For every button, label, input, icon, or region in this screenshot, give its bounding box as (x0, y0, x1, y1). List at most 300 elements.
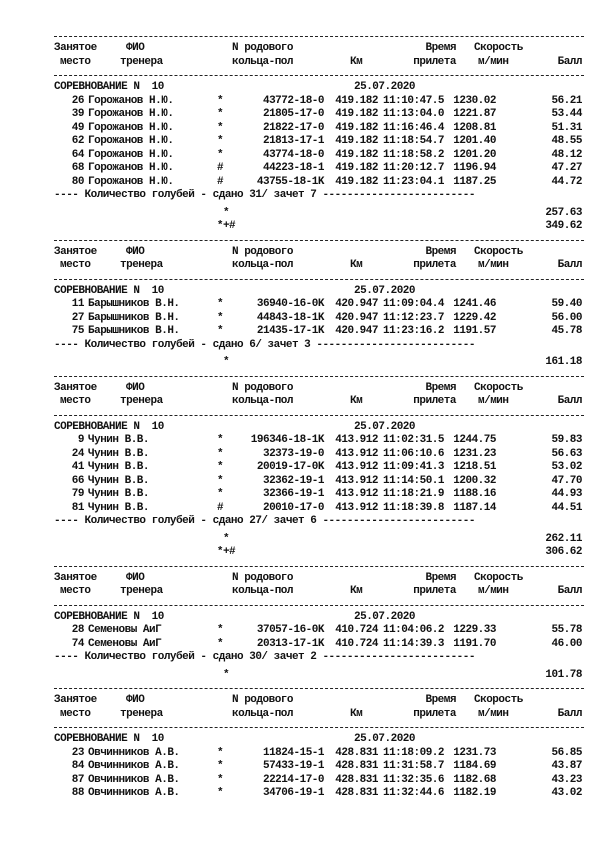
arrival-time-cell: 11:14:50.1 (382, 474, 444, 487)
score-cell: 46.00 (551, 637, 582, 650)
result-row (54, 434, 584, 448)
column-header: N родового (232, 381, 294, 394)
column-header: Занятое (54, 42, 97, 54)
trainer-name-cell: Чунин В.В. (88, 501, 150, 514)
score-cell: 43.23 (551, 773, 582, 786)
column-header: Время (425, 245, 456, 258)
arrival-time-cell: 11:14:39.3 (382, 637, 444, 650)
mark-cell: * (216, 298, 224, 310)
column-header: тренера (120, 707, 163, 720)
competition-date: 25.07.2020 (354, 610, 416, 623)
arrival-time-cell: 11:32:44.6 (382, 787, 444, 799)
trainer-name-cell: Овчинников А.В. (88, 787, 180, 799)
arrival-time-cell: 11:18:39.8 (382, 501, 444, 514)
place-cell: 66 (71, 474, 84, 487)
speed-cell: 1231.73 (453, 746, 496, 759)
column-header: N родового (232, 245, 294, 258)
trainer-name-cell: Барышников В.Н. (88, 298, 180, 310)
column-header: м/мин (478, 395, 509, 407)
speed-cell: 1187.14 (453, 501, 496, 514)
place-cell: 23 (71, 746, 84, 759)
column-header: Время (425, 381, 456, 394)
km-cell: 419.182 (335, 108, 378, 120)
place-cell: 24 (71, 447, 84, 460)
column-header-row-2 (54, 56, 584, 70)
count-row (54, 189, 584, 203)
competition-date: 25.07.2020 (354, 81, 416, 93)
arrival-time-cell: 11:32:35.6 (382, 773, 444, 786)
column-header: прилета (413, 55, 456, 68)
pigeon-count-text: ---- Количество голубей - сдано 27/ зачет 6 ------------------------- (54, 515, 475, 527)
score-cell: 59.83 (551, 434, 582, 446)
ring-cell: 11824-15-1 (262, 746, 324, 759)
result-row (54, 502, 584, 516)
arrival-time-cell: 11:31:58.7 (382, 760, 444, 772)
mark-cell: # (216, 175, 224, 188)
column-header-row-1 (54, 572, 584, 586)
trainer-name-cell: Горожанов Н.Ю. (88, 121, 174, 134)
mark-cell: * (216, 434, 224, 446)
arrival-time-cell: 11:04:06.2 (382, 624, 444, 636)
ring-cell: 32362-19-1 (262, 474, 324, 487)
column-header-row-1 (54, 694, 584, 708)
competition-title: СОРЕВНОВАНИЕ N 10 (54, 420, 164, 433)
column-header: прилета (413, 707, 456, 720)
speed-cell: 1184.69 (453, 760, 496, 772)
ring-cell: 21822-17-0 (262, 121, 324, 134)
speed-cell: 1208.81 (453, 121, 496, 134)
dashed-rule (54, 376, 584, 377)
column-header: м/мин (478, 259, 509, 271)
result-row (54, 624, 584, 638)
column-header: N родового (232, 42, 294, 54)
column-header: Км (350, 55, 363, 68)
km-cell: 420.947 (335, 298, 378, 310)
result-row (54, 95, 584, 109)
competition-row (54, 285, 584, 299)
ring-cell: 44843-18-1K (256, 311, 324, 324)
mark-cell: * (216, 773, 224, 786)
column-header: м/мин (478, 55, 509, 68)
ring-cell: 20010-17-0 (262, 501, 324, 514)
km-cell: 428.831 (335, 746, 378, 759)
count-row (54, 515, 584, 529)
trainer-name-cell: Чунин В.В. (88, 474, 150, 487)
arrival-time-cell: 11:12:23.7 (382, 311, 444, 324)
mark-cell: * (216, 488, 224, 500)
column-header-row-1 (54, 246, 584, 260)
trainer-name-cell: Горожанов Н.Ю. (88, 162, 174, 174)
pigeon-count-text: ---- Количество голубей - сдано 30/ зачет 2 ------------------------- (54, 651, 475, 663)
sum-value: 349.62 (545, 220, 582, 232)
speed-cell: 1182.68 (453, 773, 496, 786)
result-row (54, 787, 584, 801)
column-header: тренера (120, 395, 163, 407)
ring-cell: 34706-19-1 (262, 787, 324, 799)
ring-cell: 32366-19-1 (262, 488, 324, 500)
dashed-rule (54, 75, 584, 76)
column-header: Скорость (474, 694, 523, 706)
mark-cell: * (216, 325, 224, 337)
speed-cell: 1244.75 (453, 434, 496, 446)
arrival-time-cell: 11:18:54.7 (382, 135, 444, 147)
column-header: Скорость (474, 245, 523, 258)
result-row (54, 760, 584, 774)
place-cell: 79 (71, 488, 84, 500)
column-header: Км (350, 707, 363, 720)
mark-cell: # (216, 501, 224, 514)
dashed-rule (54, 415, 584, 416)
count-row (54, 651, 584, 665)
place-cell: 64 (71, 148, 84, 161)
speed-cell: 1230.02 (453, 94, 496, 107)
arrival-time-cell: 11:20:12.7 (382, 162, 444, 174)
ring-cell: 57433-19-1 (262, 760, 324, 772)
sum-value: 101.78 (545, 668, 582, 681)
competition-row (54, 421, 584, 435)
trainer-name-cell: Овчинников А.В. (88, 773, 180, 786)
place-cell: 88 (71, 787, 84, 799)
arrival-time-cell: 11:18:58.2 (382, 148, 444, 161)
ring-cell: 21805-17-0 (262, 108, 324, 120)
km-cell: 413.912 (335, 488, 378, 500)
competition-title: СОРЕВНОВАНИЕ N 10 (54, 610, 164, 623)
sum-value: 306.62 (545, 546, 582, 558)
trainer-name-cell: Чунин В.В. (88, 434, 150, 446)
result-row (54, 298, 584, 312)
column-header: Км (350, 395, 363, 407)
column-header: м/мин (478, 707, 509, 720)
place-cell: 80 (71, 175, 84, 188)
sum-value: 257.63 (545, 206, 582, 219)
arrival-time-cell: 11:10:47.5 (382, 94, 444, 107)
column-header: место (60, 585, 91, 597)
mark-cell: * (216, 94, 224, 107)
mark-cell: * (216, 760, 224, 772)
place-cell: 11 (71, 298, 84, 310)
trainer-name-cell: Чунин В.В. (88, 461, 150, 473)
place-cell: 62 (71, 135, 84, 147)
mark-cell: * (216, 624, 224, 636)
ring-cell: 37057-16-0K (256, 624, 324, 636)
column-header: тренера (120, 259, 163, 271)
score-cell: 44.72 (551, 175, 582, 188)
result-row (54, 747, 584, 761)
score-cell: 56.21 (551, 94, 582, 107)
score-cell: 44.93 (551, 488, 582, 500)
dashed-rule (54, 688, 584, 689)
score-cell: 56.63 (551, 447, 582, 460)
score-cell: 56.85 (551, 746, 582, 759)
speed-cell: 1191.70 (453, 637, 496, 650)
column-header: кольца-пол (232, 585, 294, 597)
competition-row (54, 733, 584, 747)
column-header: Занятое (54, 381, 97, 394)
dashed-rule (54, 279, 584, 280)
km-cell: 419.182 (335, 135, 378, 147)
column-header: Балл (557, 395, 582, 407)
score-cell: 48.12 (551, 148, 582, 161)
place-cell: 84 (71, 760, 84, 772)
trainer-name-cell: Чунин В.В. (88, 447, 150, 460)
arrival-time-cell: 11:18:09.2 (382, 746, 444, 759)
place-cell: 39 (71, 108, 84, 120)
column-header: место (60, 395, 91, 407)
score-cell: 55.78 (551, 624, 582, 636)
result-row (54, 448, 584, 462)
km-cell: 413.912 (335, 447, 378, 460)
trainer-name-cell: Барышников В.Н. (88, 311, 180, 324)
mark-cell: # (216, 162, 224, 174)
competition-title: СОРЕВНОВАНИЕ N 10 (54, 81, 164, 93)
speed-cell: 1229.33 (453, 624, 496, 636)
mark-cell: * (216, 148, 224, 161)
speed-cell: 1196.94 (453, 162, 496, 174)
speed-cell: 1229.42 (453, 311, 496, 324)
sum-row (54, 546, 584, 560)
mark-cell: * (216, 135, 224, 147)
sum-row (54, 356, 584, 370)
km-cell: 419.182 (335, 94, 378, 107)
trainer-name-cell: Овчинников А.В. (88, 760, 180, 772)
speed-cell: 1201.40 (453, 135, 496, 147)
column-header-row-2 (54, 708, 584, 722)
sum-value: 262.11 (545, 532, 582, 545)
column-header: Км (350, 585, 363, 597)
place-cell: 26 (71, 94, 84, 107)
column-header: кольца-пол (232, 55, 294, 68)
score-cell: 45.78 (551, 325, 582, 337)
column-header: прилета (413, 395, 456, 407)
column-header: Скорость (474, 571, 523, 584)
speed-cell: 1188.16 (453, 488, 496, 500)
column-header: Балл (557, 707, 582, 720)
column-header: прилета (413, 259, 456, 271)
place-cell: 81 (71, 501, 84, 514)
column-header: Балл (557, 55, 582, 68)
km-cell: 413.912 (335, 501, 378, 514)
ring-cell: 21435-17-1K (256, 325, 324, 337)
mark-cell: * (216, 447, 224, 460)
result-row (54, 325, 584, 339)
column-header-row-1 (54, 382, 584, 396)
ring-cell: 20313-17-1K (256, 637, 324, 650)
result-row (54, 488, 584, 502)
place-cell: 41 (71, 461, 84, 473)
count-row (54, 339, 584, 353)
km-cell: 419.182 (335, 121, 378, 134)
dashed-rule (54, 727, 584, 728)
speed-cell: 1200.32 (453, 474, 496, 487)
km-cell: 419.182 (335, 162, 378, 174)
competition-title: СОРЕВНОВАНИЕ N 10 (54, 733, 164, 745)
result-row (54, 312, 584, 326)
speed-cell: 1218.51 (453, 461, 496, 473)
competition-row (54, 611, 584, 625)
mark-cell: * (216, 637, 224, 650)
column-header: м/мин (478, 585, 509, 597)
score-cell: 53.02 (551, 461, 582, 473)
column-header: ФИО (126, 694, 145, 706)
arrival-time-cell: 11:16:46.4 (382, 121, 444, 134)
mark-cell: * (216, 787, 224, 799)
trainer-name-cell: Чунин В.В. (88, 488, 150, 500)
score-cell: 47.70 (551, 474, 582, 487)
column-header: Время (425, 42, 456, 54)
sum-row (54, 220, 584, 234)
trainer-name-cell: Барышников В.Н. (88, 325, 180, 337)
column-header-row-2 (54, 395, 584, 409)
place-cell: 49 (71, 121, 84, 134)
result-row (54, 122, 584, 136)
column-header-row-2 (54, 259, 584, 273)
column-header: прилета (413, 585, 456, 597)
score-cell: 48.55 (551, 135, 582, 147)
column-header: N родового (232, 694, 294, 706)
arrival-time-cell: 11:23:04.1 (382, 175, 444, 188)
ring-cell: 22214-17-0 (262, 773, 324, 786)
score-cell: 43.02 (551, 787, 582, 799)
result-row (54, 176, 584, 190)
speed-cell: 1187.25 (453, 175, 496, 188)
pigeon-count-text: ---- Количество голубей - сдано 31/ зачет 7 ------------------------- (54, 189, 475, 201)
arrival-time-cell: 11:09:41.3 (382, 461, 444, 473)
speed-cell: 1231.23 (453, 447, 496, 460)
sum-mark: * (222, 668, 230, 681)
km-cell: 419.182 (335, 175, 378, 188)
trainer-name-cell: Горожанов Н.Ю. (88, 108, 174, 120)
mark-cell: * (216, 311, 224, 324)
ring-cell: 43755-18-1K (256, 175, 324, 188)
column-header: тренера (120, 55, 163, 68)
column-header: кольца-пол (232, 395, 294, 407)
km-cell: 410.724 (335, 637, 378, 650)
competition-date: 25.07.2020 (354, 420, 416, 433)
arrival-time-cell: 11:09:04.4 (382, 298, 444, 310)
km-cell: 413.912 (335, 434, 378, 446)
dashed-rule (54, 566, 584, 567)
place-cell: 87 (71, 773, 84, 786)
mark-cell: * (216, 746, 224, 759)
column-header: Скорость (474, 42, 523, 54)
score-cell: 56.00 (551, 311, 582, 324)
competition-title: СОРЕВНОВАНИЕ N 10 (54, 284, 164, 297)
place-cell: 75 (71, 325, 84, 337)
place-cell: 27 (71, 311, 84, 324)
column-header: Занятое (54, 571, 97, 584)
ring-cell: 21813-17-1 (262, 135, 324, 147)
column-header: Время (425, 571, 456, 584)
dashed-rule (54, 240, 584, 241)
result-row (54, 162, 584, 176)
column-header: Балл (557, 259, 582, 271)
ring-cell: 43772-18-0 (262, 94, 324, 107)
trainer-name-cell: Семеновы АиГ (88, 637, 162, 650)
pigeon-count-text: ---- Количество голубей - сдано 6/ зачет 3 -------------------------- (54, 338, 475, 351)
column-header: Время (425, 694, 456, 706)
place-cell: 74 (71, 637, 84, 650)
column-header: Км (350, 259, 363, 271)
km-cell: 428.831 (335, 773, 378, 786)
result-row (54, 149, 584, 163)
trainer-name-cell: Семеновы АиГ (88, 624, 162, 636)
score-cell: 43.87 (551, 760, 582, 772)
mark-cell: * (216, 121, 224, 134)
result-row (54, 461, 584, 475)
speed-cell: 1221.87 (453, 108, 496, 120)
column-header: место (60, 259, 91, 271)
ring-cell: 44223-18-1 (262, 162, 324, 174)
result-row (54, 475, 584, 489)
km-cell: 413.912 (335, 474, 378, 487)
speed-cell: 1201.20 (453, 148, 496, 161)
result-row (54, 774, 584, 788)
column-header: N родового (232, 571, 294, 584)
ring-cell: 20019-17-0K (256, 461, 324, 473)
km-cell: 419.182 (335, 148, 378, 161)
score-cell: 51.31 (551, 121, 582, 134)
arrival-time-cell: 11:18:21.9 (382, 488, 444, 500)
column-header: Балл (557, 585, 582, 597)
speed-cell: 1241.46 (453, 298, 496, 310)
dashed-rule (54, 36, 584, 37)
trainer-name-cell: Горожанов Н.Ю. (88, 148, 174, 161)
column-header: Занятое (54, 245, 97, 258)
trainer-name-cell: Горожанов Н.Ю. (88, 175, 174, 188)
competition-row (54, 81, 584, 95)
sum-row (54, 669, 584, 683)
km-cell: 413.912 (335, 461, 378, 473)
km-cell: 428.831 (335, 787, 378, 799)
column-header: кольца-пол (232, 707, 294, 720)
trainer-name-cell: Горожанов Н.Ю. (88, 135, 174, 147)
km-cell: 420.947 (335, 325, 378, 337)
mark-cell: * (216, 108, 224, 120)
column-header: место (60, 707, 91, 720)
ring-cell: 43774-18-0 (262, 148, 324, 161)
column-header: ФИО (126, 381, 145, 394)
ring-cell: 32373-19-0 (262, 447, 324, 460)
column-header-row-2 (54, 585, 584, 599)
arrival-time-cell: 11:06:10.6 (382, 447, 444, 460)
result-row (54, 638, 584, 652)
trainer-name-cell: Овчинников А.В. (88, 746, 180, 759)
column-header: место (60, 55, 91, 68)
mark-cell: * (216, 474, 224, 487)
sum-mark: * (222, 356, 230, 368)
sum-row (54, 533, 584, 547)
score-cell: 59.40 (551, 298, 582, 310)
column-header: Скорость (474, 381, 523, 394)
column-header: ФИО (126, 42, 145, 54)
sum-row (54, 207, 584, 221)
dashed-rule (54, 605, 584, 606)
place-cell: 28 (71, 624, 84, 636)
speed-cell: 1191.57 (453, 325, 496, 337)
results-printout (54, 30, 584, 801)
arrival-time-cell: 11:23:16.2 (382, 325, 444, 337)
column-header: ФИО (126, 245, 145, 258)
score-cell: 53.44 (551, 108, 582, 120)
trainer-name-cell: Горожанов Н.Ю. (88, 94, 174, 107)
sum-mark: *+# (216, 220, 236, 232)
result-row (54, 135, 584, 149)
column-header-row-1 (54, 42, 584, 56)
km-cell: 420.947 (335, 311, 378, 324)
score-cell: 44.51 (551, 501, 582, 514)
competition-date: 25.07.2020 (354, 733, 416, 745)
column-header: кольца-пол (232, 259, 294, 271)
